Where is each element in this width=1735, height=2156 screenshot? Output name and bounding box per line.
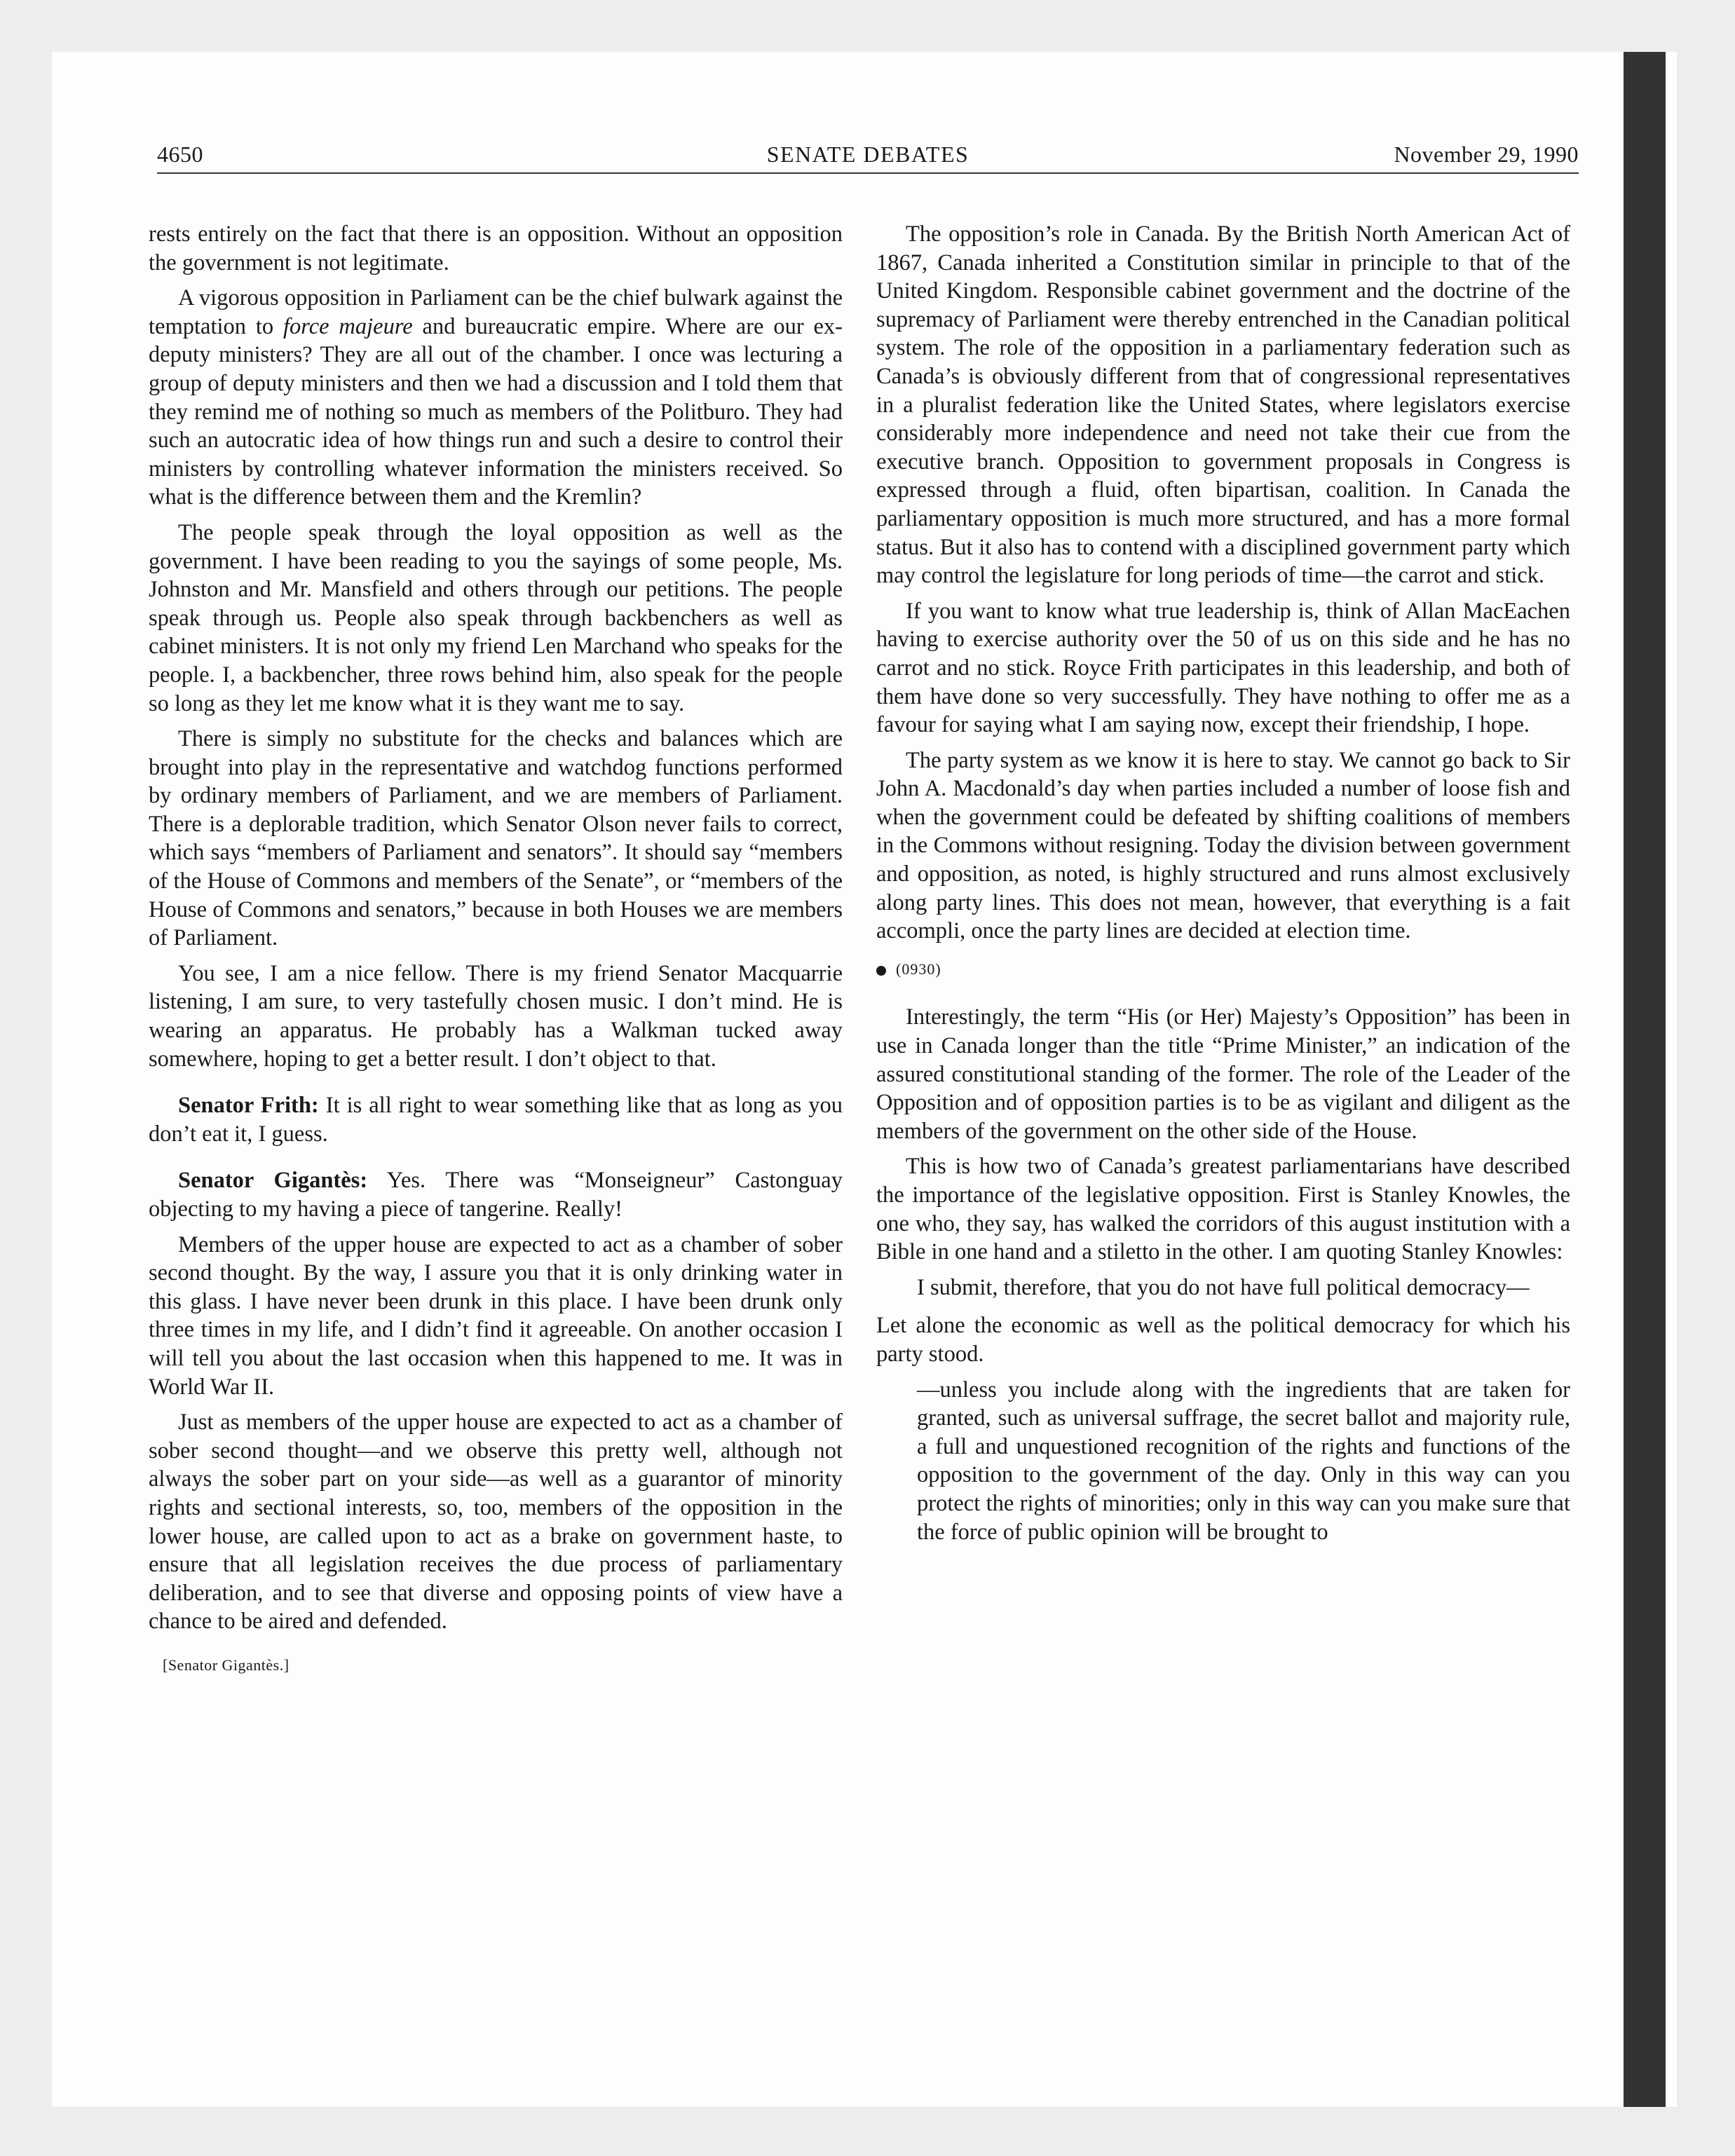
speaker-name: Senator Frith: — [178, 1093, 319, 1119]
paragraph: If you want to know what true leadership is, think of Allan MacEachen having to exercise authority over the 50 of us on this side and he has no carrot and no stick. Royce Frith participates in this leadership, and both of them have done so very successfully. They have nothing to offer me as a favour for saying what I am saying now, except their friendship, I hope. — [876, 598, 1570, 738]
speech-text: Yes. There was “Monseigneur” Castonguay objecting to my having a piece of tangerine. Really! — [149, 1168, 843, 1222]
speaker-paragraph — [149, 1091, 843, 1148]
speaker-reference: [Senator Gigantès.] — [163, 1656, 290, 1674]
block-quote: I submit, therefore, that you do not have full political democracy— — [917, 1274, 1530, 1300]
paragraph-text: A vigorous opposition in Parliament can be the chief bulwark against the temptation to — [149, 285, 843, 339]
speech-text: It is all right to wear something like that as long as you don’t eat it, I guess. — [149, 1093, 843, 1147]
header-date: November 29, 1990 — [1394, 142, 1579, 167]
paragraph — [149, 284, 843, 512]
paragraph: rests entirely on the fact that there is an opposition. Without an opposition the government is not legitimate. — [149, 221, 843, 275]
paragraph-text: and bureaucratic empire. Where are our ex-deputy ministers? They are all out of the chamber. I once was lecturing a group of deputy ministers and then we had a discussion and I told them that they remind me of nothing so much as members of the Politburo. They had such an autocratic idea of how things run and such a desire to control their ministers by controlling whatever information the ministers received. So what is the difference between them and the Kremlin? — [149, 313, 843, 510]
bullet-icon — [876, 966, 886, 976]
paragraph: The party system as we know it is here to stay. We cannot go back to Sir John A. Macdonald’s day when parties included a number of loose fish and when the government could be defeated by shifting coalitions of members in the Commons without resigning. Today the division between government and opposition, as noted, is highly structured and runs almost exclusively along party lines. This does not mean, however, that everything is a fait accompli, once the party lines are decided at election time. — [876, 747, 1570, 944]
right-column — [876, 220, 1570, 1553]
paragraph: The opposition’s role in Canada. By the British North American Act of 1867, Canada inherited a Constitution similar in principle to that of the United Kingdom. Responsible cabinet government and the doctrine of the supremacy of Parliament were thereby entrenched in the Canadian political system. The role of the opposition in a parliamentary federation such as Canada’s is obviously different from that of congressional representatives in a pluralist federation like the United States, where legislators exercise considerably more independence and need not take their cue from the executive branch. Opposition to government proposals in Congress is expressed through a fluid, often bipartisan, coalition. In Canada the parliamentary opposition is much more structured, and has a more formal status. But it also has to contend with a disciplined government party which may control the legislature for long periods of time—the carrot and stick. — [876, 221, 1570, 589]
time-marker — [876, 955, 1570, 984]
publication-title: SENATE DEBATES — [766, 142, 969, 167]
speaker-name: Senator Gigantès: — [178, 1168, 368, 1194]
paragraph: This is how two of Canada’s greatest parliamentarians have described the importance of the legislative opposition. First is Stanley Knowles, the one who, they say, has walked the corridors of this august institution with a Bible in one hand and a stiletto in the other. I am quoting Stanley Knowles: — [876, 1154, 1570, 1265]
paragraph: The people speak through the loyal opposition as well as the government. I have been reading to you the sayings of some people, Ms. Johnston and Mr. Mansfield and others through our petitions. The people speak through us. People also speak through backbenchers as well as cabinet ministers. It is not only my friend Len Marchand who speaks for the people. I, a backbencher, three rows behind him, also speak for the people so long as they let me know what it is they want me to say. — [149, 519, 843, 716]
running-header — [157, 137, 1579, 174]
paragraph: There is simply no substitute for the checks and balances which are brought into play in the representative and watchdog functions performed by ordinary members of Parliament, and we are members of Parliament. There is a deplorable tradition, which Senator Olson never fails to correct, which says “members of Parliament and senators”. It should say “members of the House of Commons and members of the Senate”, or “members of the House of Commons and senators,” because in both Houses we are members of Parliament. — [149, 726, 843, 951]
paragraph: You see, I am a nice fellow. There is my friend Senator Macquarrie listening, I am sure, to very tastefully chosen music. I don’t mind. He is wearing an apparatus. He probably has a Walkman tucked away somewhere, hoping to get a better result. I don’t object to that. — [149, 960, 843, 1072]
italic-phrase: force majeure — [283, 313, 413, 339]
page-number: 4650 — [157, 142, 203, 167]
block-quote: —unless you include along with the ingredients that are taken for granted, such as universal suffrage, the secret ballot and majority rule, a full and unquestioned recognition of the rights and functions of the opposition to the government of the day. Only in this way can you protect the rights of minorities; only in this way can you make sure that the force of public opinion will be brought to — [917, 1377, 1570, 1545]
paragraph: Members of the upper house are expected to act as a chamber of sober second thought. By the way, I assure you that it is only drinking water in this glass. I have never been drunk in this place. I have been drunk only three times in my life, and I didn’t find it agreeable. On another occasion I will tell you about the last occasion when this happened to me. It was in World War II. — [149, 1231, 843, 1400]
speaker-paragraph — [149, 1166, 843, 1223]
scan-edge-shadow — [1624, 52, 1666, 2107]
paragraph: Just as members of the upper house are expected to act as a chamber of sober second thought—and we observe this pretty well, although not always the sober part on your side—as well as a guarantor of minority rights and sectional interests, so, too, members of the opposition in the lower house, are called upon to act as a brake on government haste, to ensure that all legislation receives the due process of parliamentary deliberation, and to see that diverse and opposing points of view have a chance to be aired and defended. — [149, 1410, 843, 1635]
paragraph: Let alone the economic as well as the political democracy for which his party stood. — [876, 1313, 1570, 1367]
time-marker-label: (0930) — [896, 960, 941, 978]
left-column — [149, 220, 843, 1680]
paragraph: Interestingly, the term “His (or Her) Majesty’s Opposition” has been in use in Canada longer than the title “Prime Minister,” an indication of the assured constitutional standing of the former. The role of the Leader of the Opposition and of opposition parties is to be as vigilant and diligent as the members of the government on the other side of the House. — [876, 1004, 1570, 1144]
